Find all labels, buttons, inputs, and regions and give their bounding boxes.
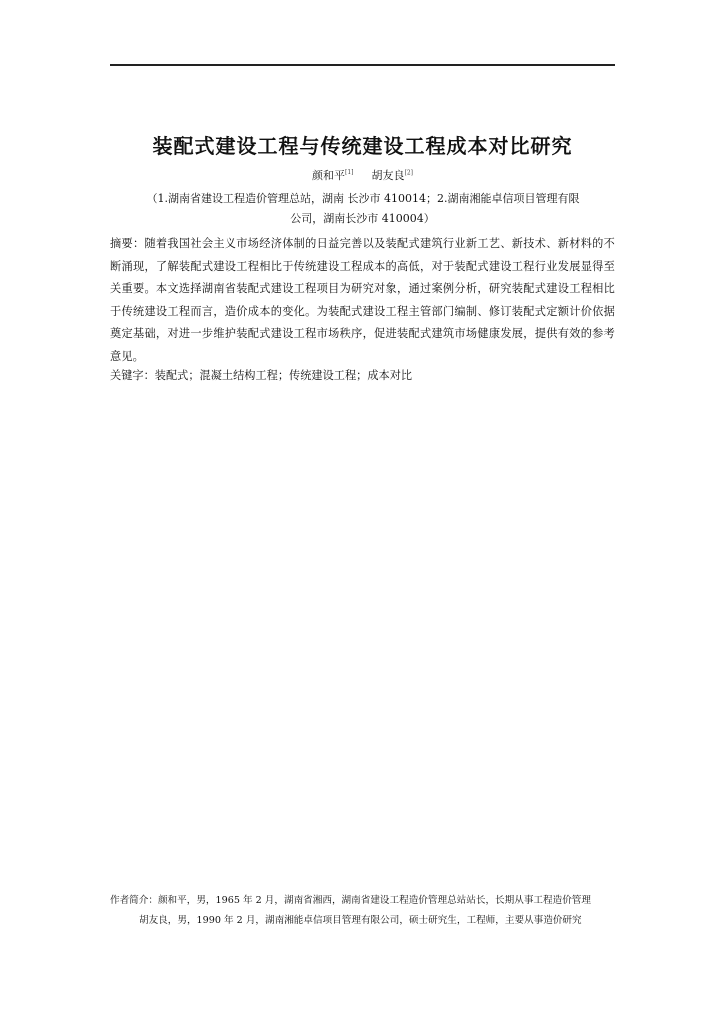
affiliation-line: 公司，湖南长沙市 410004） [290,212,435,225]
author-line [110,167,615,183]
keywords: 关键字：装配式；混凝土结构工程；传统建设工程；成本对比 [110,369,413,382]
header-rule [110,64,615,66]
paper-title: 装配式建设工程与传统建设工程成本对比研究 [152,134,573,158]
footnote-author-1: 作者简介：颜和平，男，1965 年 2 月，湖南省湘西，湖南省建设工程造价管理总站站长，长期从事工程造价管理 [110,895,591,906]
author-affiliation-mark: [2] [404,169,413,177]
author-affiliation-mark: [1] [345,169,354,177]
affiliation-line: （1.湖南省建设工程造价管理总站，湖南 长沙市 410014；2.湖南湘能卓信项目管理有限 [146,192,580,205]
author-footnote [110,891,615,931]
author-name: 颜和平 [312,169,345,182]
footnote-author-2: 胡友良，男，1990 年 2 月，湖南湘能卓信项目管理有限公司，硕士研究生，工程师，主要从事造价研究 [139,915,582,926]
author-name: 胡友良 [371,169,405,182]
abstract: 摘要：随着我国社会主义市场经济体制的日益完善以及装配式建筑行业新工艺、新技术、新材料的不断涌现，了解装配式建设工程相比于传统建设工程成本的高低，对于装配式建设工程行业发展显得至关重要。本文选择湖南省装配式建设工程项目为研究对象，通过案例分析，研究装配式建设工程相比于传统建设工程而言，造价成本的变化。为装配式建设工程主管部门编制、修订装配式定额计价依据奠定基础，对进一步维护装配式建设工程市场秩序，促进装配式建筑市场健康发展，提供有效的参考意见。 [110,237,615,363]
